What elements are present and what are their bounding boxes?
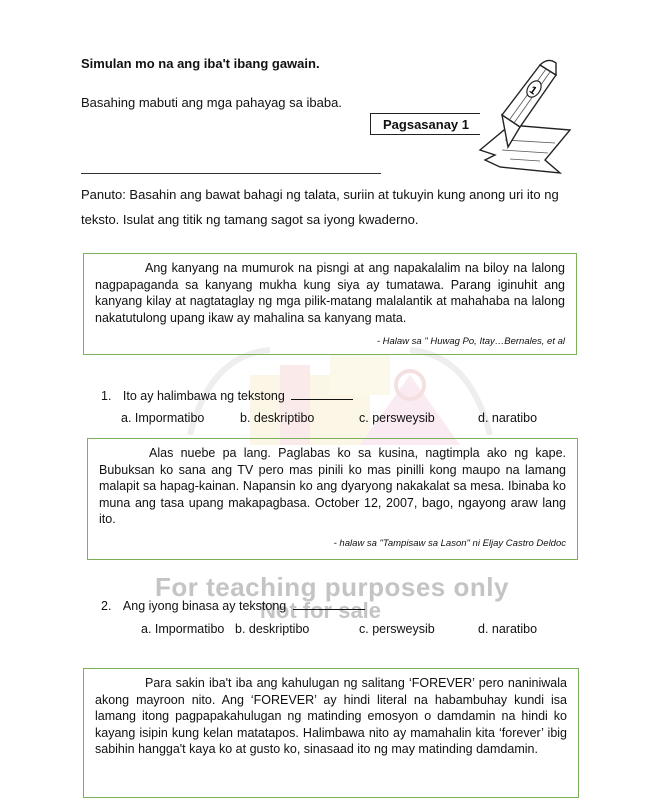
svg-text:1: 1 [526, 84, 539, 98]
option-b[interactable]: b. deskriptibo [235, 622, 310, 636]
passage-box-2 [87, 438, 578, 560]
passage-box-1 [83, 253, 577, 355]
passage-source: - halaw sa "Tampisaw sa Lason" ni Eljay Castro Deldoc [333, 537, 566, 549]
divider-line [81, 173, 381, 174]
watermark-line-2: Not for sale [260, 598, 382, 623]
option-d[interactable]: d. naratibo [478, 622, 538, 636]
watermark-line-1: For teaching purposes only [155, 572, 509, 602]
section-subtitle: Basahing mabuti ang mga pahayag sa ibaba. [81, 95, 342, 110]
passage-source: - Halaw sa " Huwag Po, Itay…Bernales, et al [376, 336, 565, 347]
question-1-options [0, 411, 654, 427]
question-1 [101, 389, 353, 403]
question-number: 2. [101, 599, 112, 613]
option-d[interactable]: d. naratibo [478, 411, 538, 425]
question-number: 1. [101, 389, 112, 403]
passage-text: Ang kanyang na mumurok na pisngi at ang napakalalim na biloy na lalong nagpapaganda sa kanyang mukha kung siya ay tumatawa. Parang iginuhit ang kanyang kilay at nagtataglay ng mga pilik-matang malalantik at mahahaba na lalong nakatutulong upang ikaw ay mahalina sa kanyang mata. [95, 261, 565, 325]
exercise-label: Pagsasanay 1 [370, 113, 480, 135]
answer-blank[interactable] [293, 599, 365, 610]
option-a[interactable]: a. Impormatibo [141, 622, 225, 636]
section-title: Simulan mo na ang iba't ibang gawain. [81, 56, 320, 71]
option-c[interactable]: c. persweysib [359, 622, 435, 636]
question-text: Ito ay halimbawa ng tekstong [122, 389, 285, 403]
pencil-paper-icon [460, 55, 580, 180]
option-c[interactable]: c. persweysib [359, 411, 435, 425]
passage-text: Alas nuebe pa lang. Paglabas ko sa kusina, nagtimpla ako ng kape. Bubuksan ko sana ang TV pero mas pinili ko mas pinilli kong maupo na lamang malapit sa hapag-kainan. Napansin ko ang dyaryong nakakalat sa mesa. Ibinaba ko muna ang tasa upang makapagbasa. October 12, 2007, bago, ngayong araw lang ito. [99, 446, 566, 526]
option-b[interactable]: b. deskriptibo [240, 411, 315, 425]
question-2-options [0, 622, 654, 638]
answer-blank[interactable] [291, 389, 353, 400]
question-2 [101, 599, 365, 613]
instructions-text: Panuto: Basahin ang bawat bahagi ng talata, suriin at tukuyin kung anong uri ito ng teksto. Isulat ang titik ng tamang sagot sa iyong kwaderno. [81, 187, 559, 227]
question-text: Ang iyong binasa ay tekstong [122, 599, 287, 613]
passage-text: Para sakin iba't iba ang kahulugan ng salitang ‘FOREVER’ pero naniniwala akong mayroon nito. Ang ‘FOREVER’ ay hindi literal na habambuhay kundi isa lamang itong pagpapakahulugan ng matinding emosyon o damdamin na hindi ko kayang isipin kung kelan matatapos. Halimbawa nito ay mamahalin kita ‘forever’ ibig sabihin hangga't kaya ko at gusto ko, sinasaad ito ng may matinding damdamin. [95, 676, 567, 756]
option-a[interactable]: a. Impormatibo [121, 411, 205, 425]
passage-box-3 [83, 668, 579, 798]
